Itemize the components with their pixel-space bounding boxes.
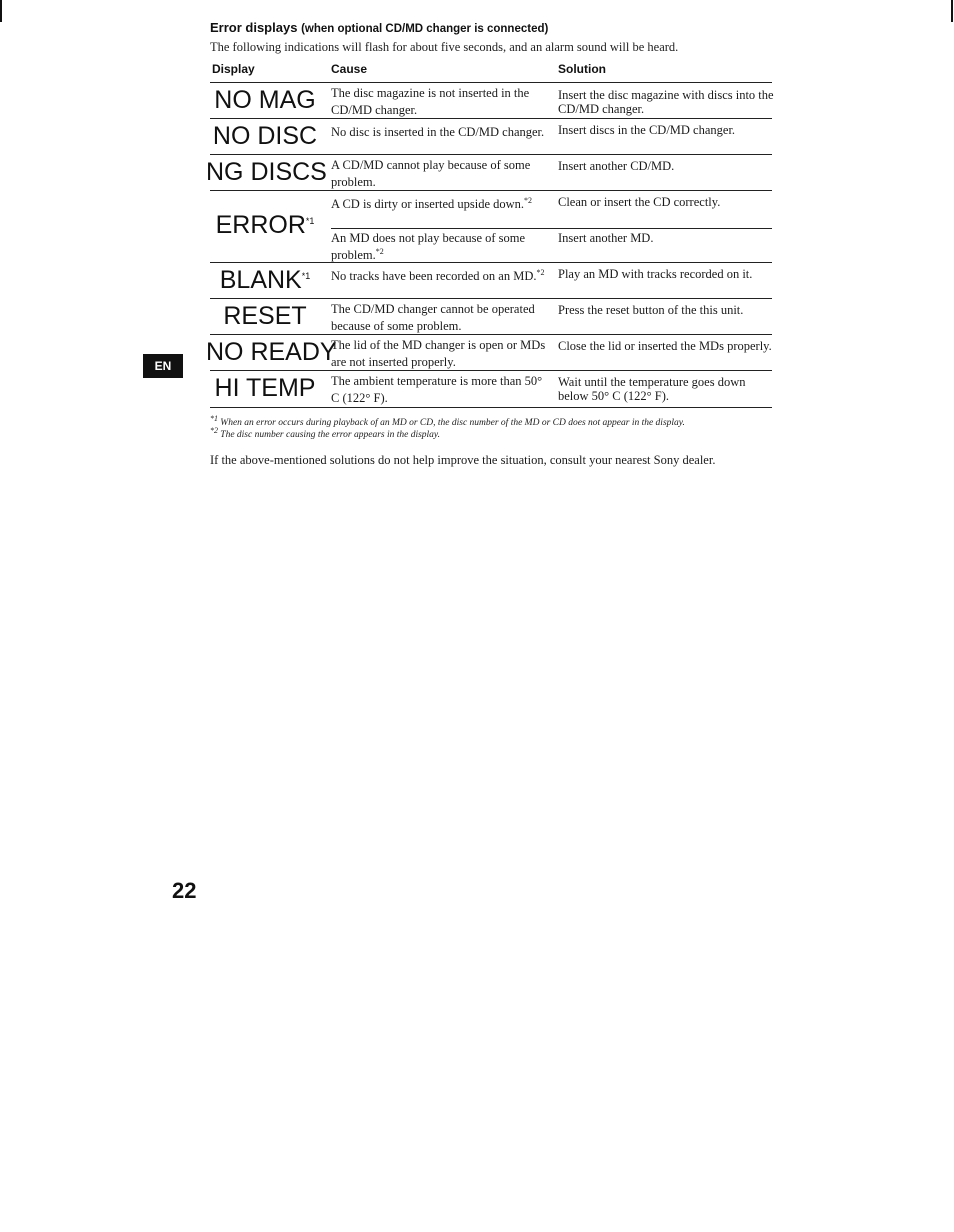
table-rule [210, 82, 772, 83]
column-header-display: Display [212, 62, 255, 76]
footnote: $^{*2}$ The disc number causing the error appears in the display. [210, 426, 440, 441]
column-header-cause: Cause [331, 62, 368, 76]
solution-text: Close the lid or inserted the MDs properly. [558, 339, 772, 353]
table-rule [210, 118, 772, 119]
heading-subtitle: (when optional CD/MD changer is connected) [301, 23, 549, 35]
section-heading [210, 20, 548, 35]
display-indicator: RESET [223, 302, 307, 330]
heading-title: Error displays [210, 20, 298, 35]
cause-text: The CD/MD changer cannot be operated because of some problem. [331, 302, 535, 334]
cause-text: No tracks have been recorded on an MD.$^{*2}$ [331, 268, 545, 284]
solution-text: Insert another CD/MD. [558, 159, 675, 173]
display-indicator: NO READY [206, 338, 337, 366]
language-tab: EN [143, 354, 183, 378]
solution-text: Play an MD with tracks recorded on it. [558, 267, 753, 281]
solution-text: Clean or insert the CD correctly. [558, 195, 721, 209]
display-indicator: NO DISC [212, 122, 318, 150]
table-rule [210, 190, 772, 191]
display-indicator: BLANK$^{*1}$ [219, 266, 311, 294]
page-number: 22 [172, 878, 197, 903]
display-indicator: HI TEMP [214, 374, 316, 402]
scan-edge-left [0, 0, 2, 22]
cause-text: No disc is inserted in the CD/MD changer. [331, 125, 545, 140]
cause-text: An MD does not play because of some problem.$^{*2}$ [331, 231, 526, 263]
solution-text: Insert discs in the CD/MD changer. [558, 123, 736, 137]
table-rule [210, 407, 772, 408]
table-rule [331, 228, 772, 229]
solution-text: Press the reset button of the this unit. [558, 303, 744, 317]
cause-text: A CD/MD cannot play because of some problem. [331, 158, 531, 190]
scan-edge-right [951, 0, 953, 22]
table-rule [210, 298, 772, 299]
footnote: $^{*1}$ When an error occurs during playback of an MD or CD, the disc number of the MD or CD does not appear in the display. [210, 414, 685, 429]
solution-text: Wait until the temperature goes down below 50° C (122° F). [558, 375, 746, 403]
solution-text: Insert another MD. [558, 231, 654, 245]
cause-text: The lid of the MD changer is open or MDs are not inserted properly. [331, 338, 546, 370]
column-header-solution: Solution [558, 62, 606, 76]
cause-text: The ambient temperature is more than 50° C (122° F). [331, 374, 543, 406]
table-rule [210, 370, 772, 371]
solution-text: Insert the disc magazine with discs into the CD/MD changer. [558, 88, 774, 116]
closing-paragraph: If the above-mentioned solutions do not help improve the situation, consult your nearest Sony dealer. [210, 453, 716, 467]
intro-text: The following indications will flash for about five seconds, and an alarm sound will be heard. [210, 40, 679, 54]
table-rule [210, 154, 772, 155]
table-rule [210, 334, 772, 335]
cause-text: A CD is dirty or inserted upside down.$^{*2}$ [331, 196, 533, 212]
cause-text: The disc magazine is not inserted in the CD/MD changer. [331, 86, 530, 118]
display-indicator: NO MAG [214, 86, 316, 114]
display-indicator: ERROR$^{*1}$ [215, 211, 315, 239]
display-indicator: NG DISCS [206, 158, 327, 186]
